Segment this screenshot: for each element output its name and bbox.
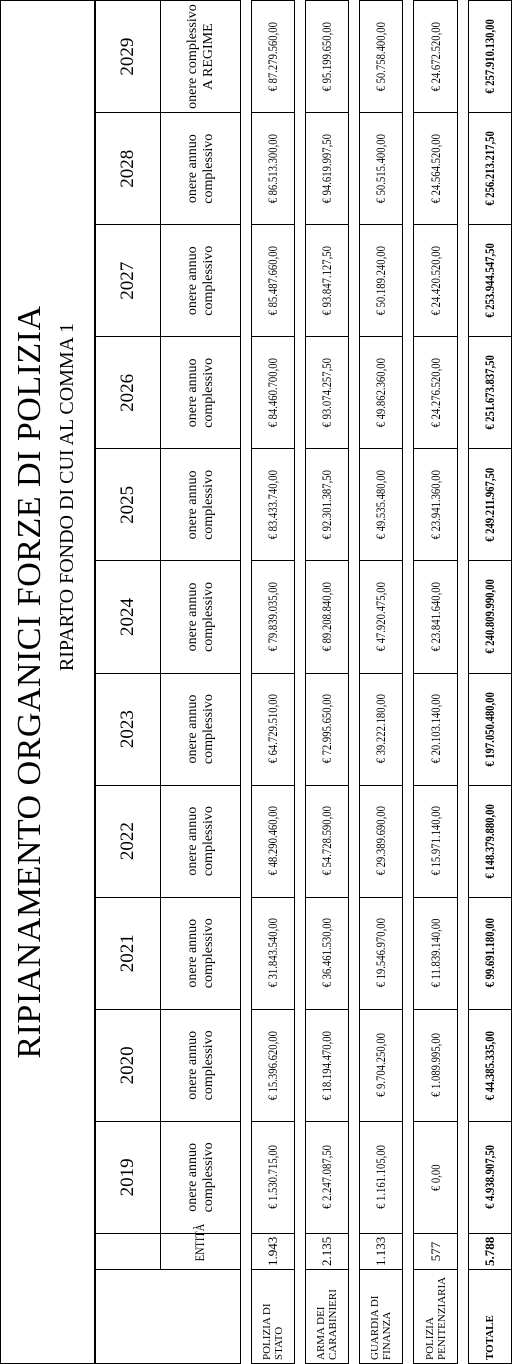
value-cell [251,113,294,225]
spacer-cell [349,1,360,1364]
value-cell [468,785,511,897]
table-row [360,1,403,1364]
value-cell [468,113,511,225]
value-cell [251,337,294,449]
value-text: € 92.301.387,50 [319,470,335,540]
value-text: € 31.843.540,00 [264,918,280,988]
value-text: € 79.839.035,00 [264,582,280,652]
value-text: € 47.920.475,00 [373,582,389,652]
value-text: € 240.809.990,00 [481,579,497,655]
value-cell [251,225,294,337]
sub-header: onere annuo complessivo [161,225,240,337]
value-cell [414,337,457,449]
value-cell [305,785,348,897]
sub-header: onere annuo complessivo [161,1009,240,1121]
value-cell [305,449,348,561]
value-text: € 83.433.740,00 [264,470,280,540]
row-name: GUARDIA DI FINANZA [360,1269,403,1363]
value-text: € 251.673.837,50 [481,355,497,431]
value-cell [468,449,511,561]
value-text: € 89.208.840,00 [319,582,335,652]
value-cell [360,1,403,113]
value-text: € 249.211.967,50 [481,467,497,542]
value-text: € 253.944.547,50 [481,243,497,319]
value-text: € 95.199.650,00 [319,21,335,92]
value-cell [305,1009,348,1121]
table-row [305,1,348,1364]
spacer-cell [294,1,305,1364]
row-entita: 577 [414,1233,457,1269]
value-text: € 29.389.690,00 [373,806,389,876]
value-cell [251,897,294,1009]
total-row [468,1,511,1364]
value-text: € 257.910.130,00 [481,19,497,94]
value-text: € 48.290.460,00 [264,806,280,876]
row-name: TOTALE [468,1269,511,1363]
row-entita: 2.135 [305,1233,348,1269]
value-cell [360,225,403,337]
value-cell [414,113,457,225]
value-text: € 11.839.140,00 [427,918,443,988]
value-cell [305,225,348,337]
value-cell [251,673,294,785]
value-cell [414,1009,457,1121]
value-text: € 148.379.880,00 [481,803,497,879]
value-text: € 20.103.140,00 [427,694,443,764]
row-spacer [294,1,305,1364]
value-text: € 84.460.700,00 [264,358,280,428]
sub-header: onere annuo complessivo [161,673,240,785]
row-spacer [349,1,360,1364]
value-cell [468,337,511,449]
value-text: € 19.546.970,00 [373,918,389,988]
value-cell [251,785,294,897]
row-name: ARMA DEI CARABINIERI [305,1269,348,1363]
value-text: € 99.691.180,00 [481,918,497,988]
sub-header-regime: onere complessivo A REGIME [161,1,240,113]
value-text: € 44.385.335,00 [481,1030,497,1100]
value-text: € 24.276.520,00 [427,358,443,428]
value-cell [360,897,403,1009]
year-header: 2025 [96,449,161,561]
value-cell [360,1121,403,1233]
value-cell [305,673,348,785]
spacer-cell [403,1,414,1364]
value-cell [414,1121,457,1233]
value-text: € 50.758.400,00 [373,21,389,92]
value-text: € 24.672.520,00 [427,21,443,92]
row-spacer [240,1,251,1364]
year-header: 2027 [96,225,161,337]
value-cell [468,225,511,337]
year-header: 2024 [96,561,161,673]
value-text: € 87.279.560,00 [264,21,280,92]
entity-header [161,1223,240,1269]
year-header: 2019 [96,1121,161,1233]
spacer-cell [240,1,251,1364]
sub-header: onere annuo complessivo [161,113,240,225]
value-text: € 15.971.140,00 [427,806,443,876]
value-text: € 15.396.620,00 [264,1030,280,1100]
value-cell [360,449,403,561]
page-title: RIPIANAMENTO ORGANICI FORZE DI POLIZIA [11,305,48,1059]
row-spacer [457,1,468,1364]
value-cell [305,113,348,225]
row-entita: 1.943 [251,1233,294,1269]
value-cell [468,1,511,113]
sub-header: onere annuo complessivo [161,561,240,673]
value-text: € 24.564.520,00 [427,134,443,204]
value-cell [305,337,348,449]
value-text: € 49.862.360,00 [373,358,389,428]
value-text: € 93.847.127,50 [319,246,335,316]
value-text: € 24.420.520,00 [427,246,443,316]
value-text: € 72.995.650,00 [319,694,335,764]
sub-header: onere annuo complessivo [161,1121,240,1233]
value-cell [468,561,511,673]
year-header: 2021 [96,897,161,1009]
value-cell [305,561,348,673]
value-cell [360,673,403,785]
value-cell [414,897,457,1009]
value-text: € 50.515.400,00 [373,134,389,204]
header-empty-cell [96,1233,161,1269]
sub-header: onere annuo complessivo [161,897,240,1009]
value-text: € 18.194.470,00 [319,1030,335,1100]
value-text: € 9.704.250,00 [373,1033,389,1098]
value-cell [251,1,294,113]
value-text: € 94.619.997,50 [319,134,335,204]
value-cell [360,785,403,897]
value-text: € 86.513.300,00 [264,134,280,204]
value-cell [414,561,457,673]
value-cell [468,673,511,785]
value-text: € 36.461.530,00 [319,918,335,988]
row-entita: 5.788 [468,1233,511,1269]
value-cell [305,1,348,113]
value-cell [360,337,403,449]
year-header: 2029 [96,1,161,113]
value-text: € 197.050.480,00 [481,691,497,767]
funding-table [95,0,512,1364]
value-cell [414,673,457,785]
value-cell [468,1009,511,1121]
year-header: 2026 [96,337,161,449]
value-text: € 23.941.360,00 [427,470,443,540]
year-header: 2028 [96,113,161,225]
value-cell [414,1,457,113]
value-cell [468,1121,511,1233]
spacer-cell [457,1,468,1364]
value-text: € 0,00 [427,1164,443,1191]
year-header: 2022 [96,785,161,897]
value-text: € 85.487.660,00 [264,246,280,316]
row-name: POLIZIA PENITENZIARIA [414,1269,457,1363]
value-text: € 39.222.180,00 [373,694,389,764]
value-cell [414,225,457,337]
sub-header: onere annuo complessivo [161,337,240,449]
value-text: € 64.729.510,00 [264,694,280,764]
header-empty-cell [96,1269,241,1363]
value-text: € 4.938.907,50 [481,1145,497,1210]
value-cell [468,897,511,1009]
value-text: € 1.530.715,00 [264,1145,280,1210]
value-text: € 54.728.590,00 [319,806,335,876]
sub-header: onere annuo complessivo [161,449,240,561]
value-cell [251,1121,294,1233]
title-band [0,0,95,1364]
value-cell [251,561,294,673]
year-header: 2023 [96,673,161,785]
entity-header-label: ENTITÀ [192,1223,207,1262]
row-entita: 1.133 [360,1233,403,1269]
page-subtitle: RIPARTO FONDO DI CUI AL COMMA 1 [56,322,78,672]
value-cell [360,113,403,225]
year-header: 2020 [96,1009,161,1121]
value-text: € 49.535.480,00 [373,470,389,540]
row-name: POLIZIA DI STATO [251,1269,294,1363]
value-text: € 93.074.257,50 [319,358,335,428]
value-text: € 50.189.240,00 [373,246,389,316]
value-cell [305,897,348,1009]
header-sub-row [161,1,240,1364]
row-spacer [403,1,414,1364]
sub-header: onere annuo complessivo [161,785,240,897]
value-cell [360,561,403,673]
value-text: € 256.213.217,50 [481,131,497,206]
table-row [251,1,294,1364]
value-cell [305,1121,348,1233]
value-text: € 2.247.087,50 [319,1145,335,1210]
value-text: € 1.089.995,00 [427,1033,443,1098]
value-cell [414,785,457,897]
value-cell [251,1009,294,1121]
value-cell [251,449,294,561]
table-row [414,1,457,1364]
value-text: € 23.841.640,00 [427,582,443,652]
value-text: € 1.161.105,00 [373,1145,389,1210]
value-cell [414,449,457,561]
header-year-row [96,1,161,1364]
value-cell [360,1009,403,1121]
